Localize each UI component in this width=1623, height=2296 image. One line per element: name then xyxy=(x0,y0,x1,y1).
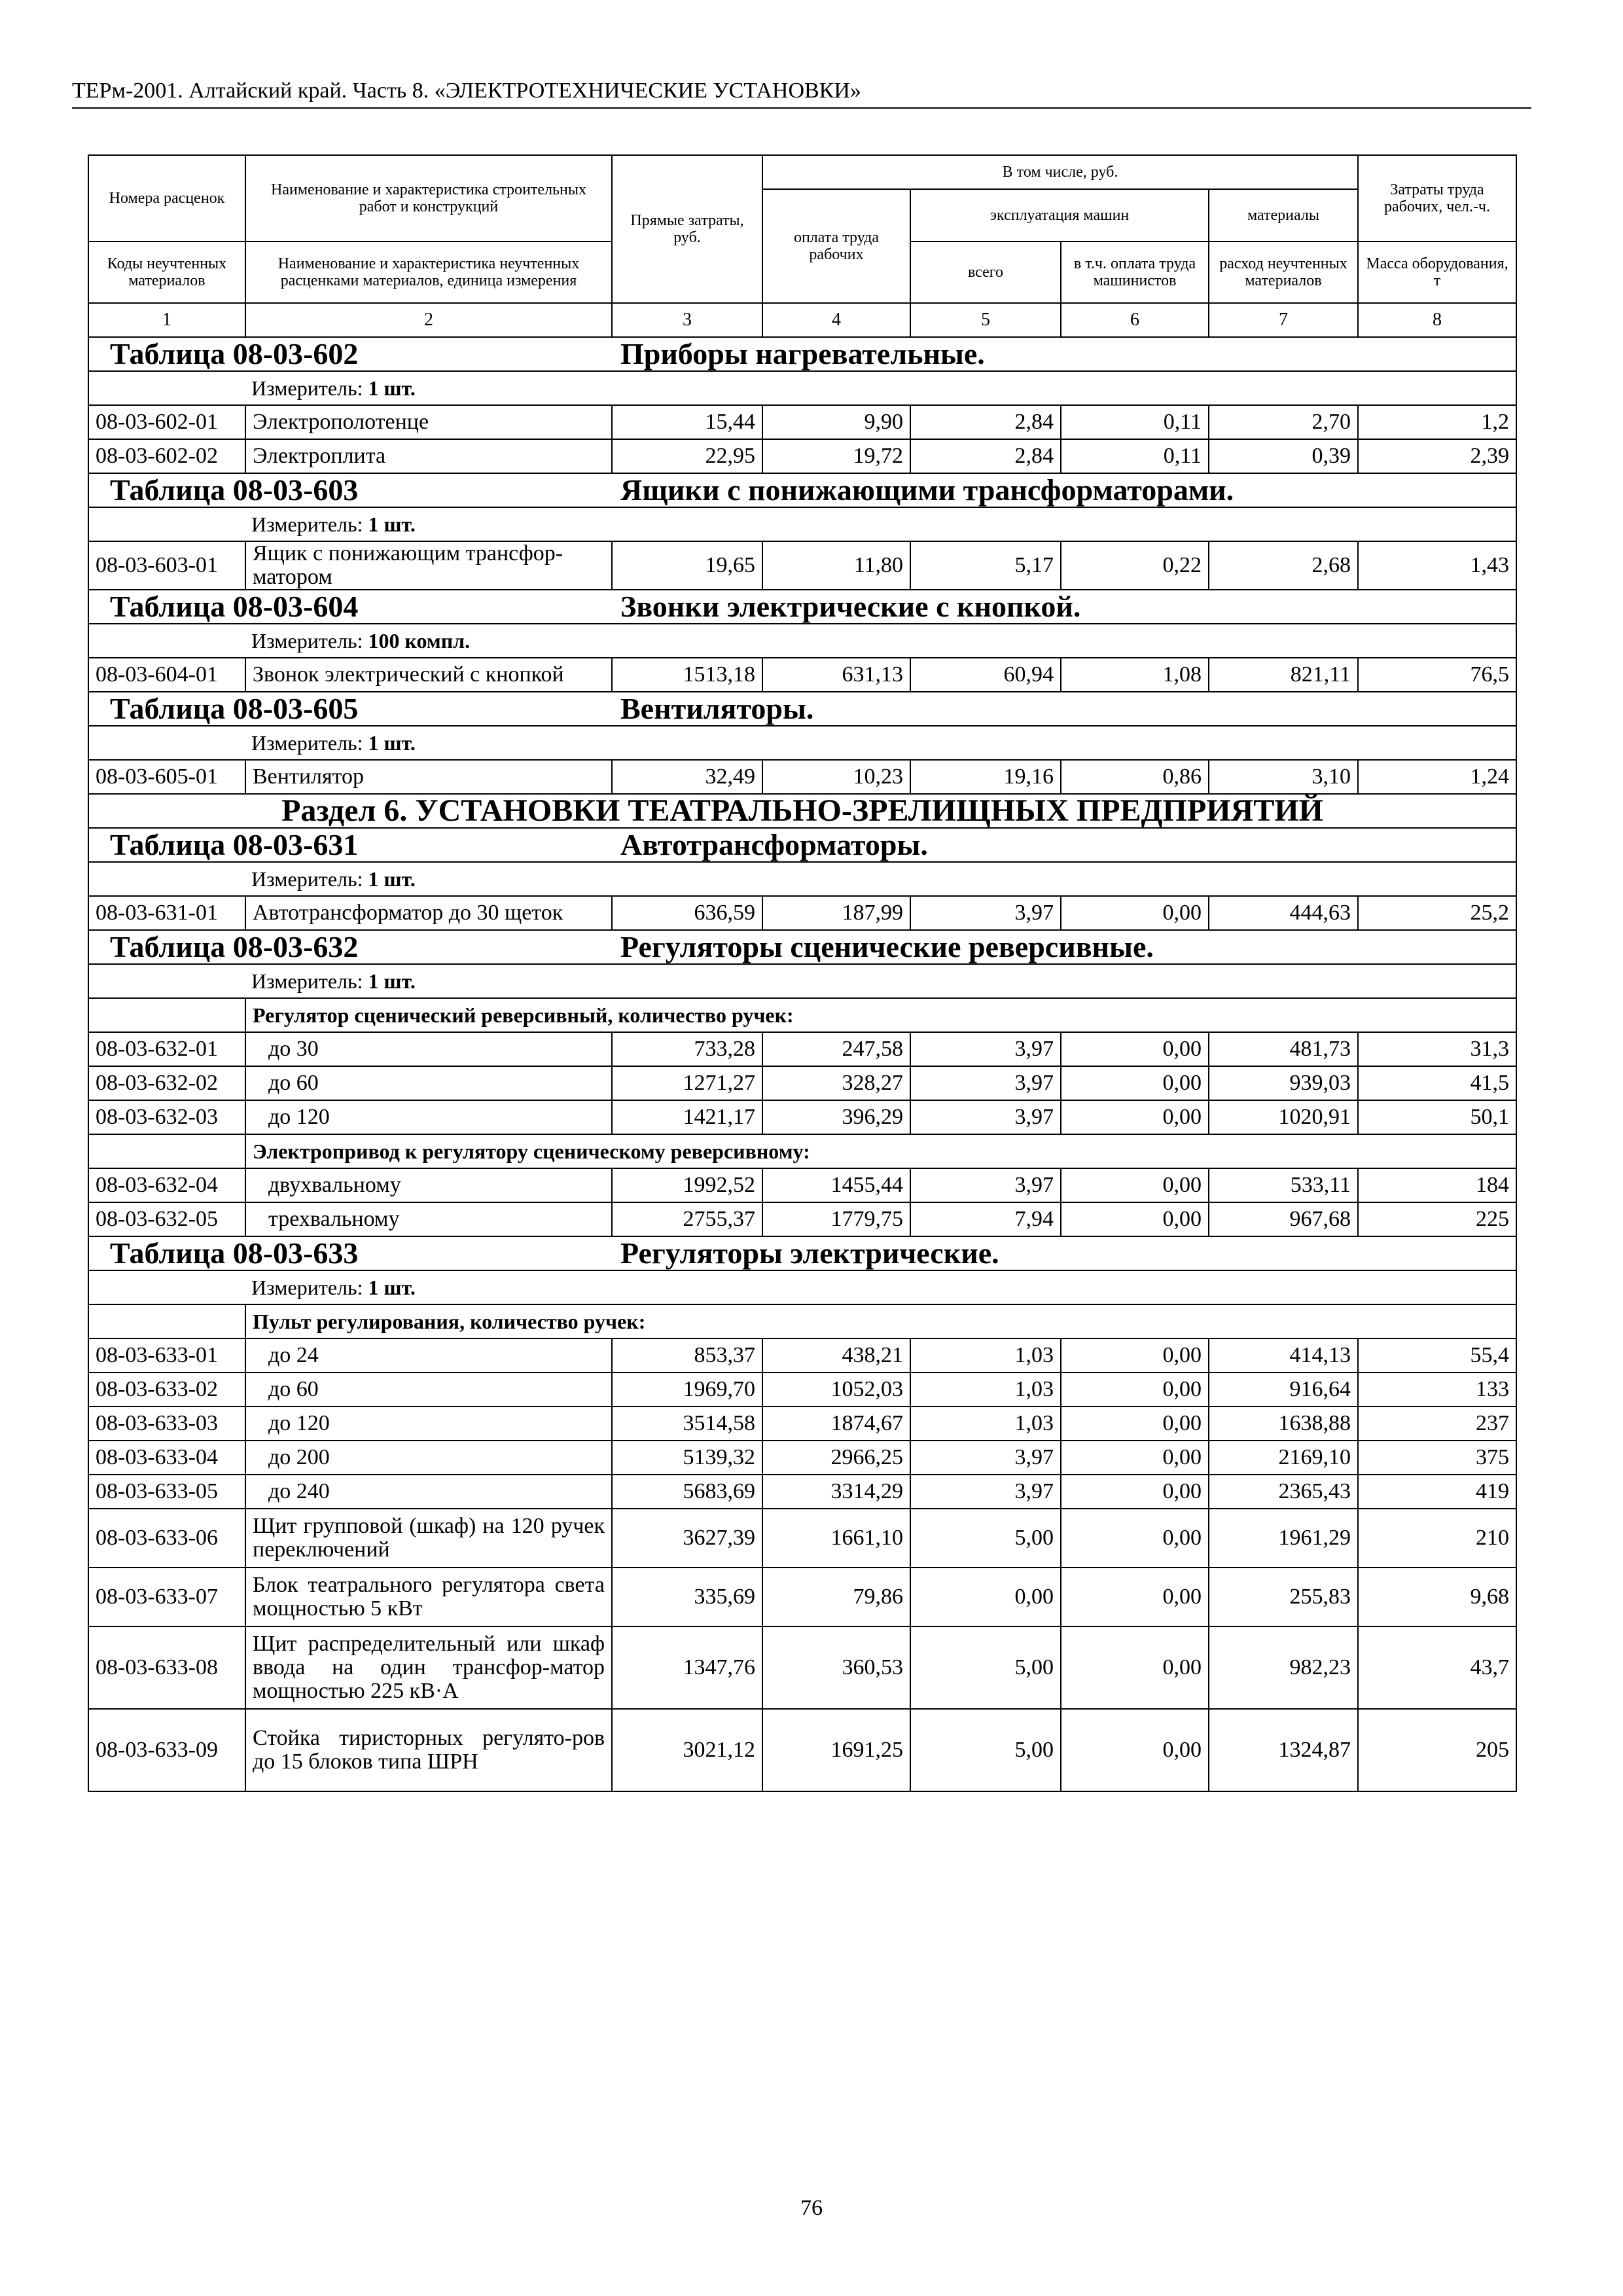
value-c4: 360,53 xyxy=(762,1626,910,1709)
value-c8: 225 xyxy=(1358,1202,1516,1236)
value-c6: 0,00 xyxy=(1061,1441,1209,1475)
value-c3: 3021,12 xyxy=(612,1709,762,1791)
unit-row xyxy=(88,1270,1516,1304)
rate-name: до 120 xyxy=(245,1407,612,1441)
value-c4: 328,27 xyxy=(762,1066,910,1100)
col-name-works: Наименование и характеристика строительных работ и конструкций xyxy=(245,155,612,242)
table-row xyxy=(88,1202,1516,1236)
value-c7: 533,11 xyxy=(1209,1168,1358,1202)
table-name: Ящики с понижающими трансформаторами. xyxy=(620,473,1234,507)
value-c5: 0,00 xyxy=(910,1568,1061,1626)
value-c5: 3,97 xyxy=(910,1441,1061,1475)
value-c5: 7,94 xyxy=(910,1202,1061,1236)
value-c8: 50,1 xyxy=(1358,1100,1516,1134)
col-direct-costs: Прямые затраты, руб. xyxy=(612,155,762,303)
rate-name: до 200 xyxy=(245,1441,612,1475)
value-c4: 79,86 xyxy=(762,1568,910,1626)
value-c8: 1,2 xyxy=(1358,405,1516,439)
value-c7: 444,63 xyxy=(1209,896,1358,930)
col-labor-pay: оплата труда рабочих xyxy=(762,189,910,303)
rate-name: Ящик с понижающим трансфор-матором xyxy=(245,541,612,590)
value-c8: 205 xyxy=(1358,1709,1516,1791)
unit-cell xyxy=(88,726,1516,760)
table-number: Таблица 08-03-633 xyxy=(110,1236,359,1270)
unit-value: 1 шт. xyxy=(368,969,416,993)
value-c3: 2755,37 xyxy=(612,1202,762,1236)
col-labor-costs: Затраты труда рабочих, чел.-ч. xyxy=(1358,155,1516,242)
value-c5: 3,97 xyxy=(910,1032,1061,1066)
value-c6: 0,00 xyxy=(1061,1568,1209,1626)
table-title-row xyxy=(88,473,1516,507)
value-c4: 1661,10 xyxy=(762,1509,910,1568)
rate-code: 08-03-632-01 xyxy=(88,1032,245,1066)
value-c8: 55,4 xyxy=(1358,1338,1516,1372)
rate-code: 08-03-633-02 xyxy=(88,1372,245,1407)
table-name: Автотрансформаторы. xyxy=(620,828,928,861)
table-row xyxy=(88,658,1516,692)
table-number: Таблица 08-03-602 xyxy=(110,337,359,370)
table-name: Регуляторы электрические. xyxy=(620,1236,999,1270)
value-c8: 9,68 xyxy=(1358,1568,1516,1626)
value-c5: 1,03 xyxy=(910,1372,1061,1407)
table-title-cell xyxy=(88,590,1516,624)
unit-row xyxy=(88,964,1516,998)
value-c8: 419 xyxy=(1358,1475,1516,1509)
table-row xyxy=(88,541,1516,590)
table-row xyxy=(88,1168,1516,1202)
table-title-cell xyxy=(88,930,1516,964)
col-rate-numbers: Номера расценок xyxy=(88,155,245,242)
running-header: ТЕРм-2001. Алтайский край. Часть 8. «ЭЛЕКТРОТЕХНИЧЕСКИЕ УСТАНОВКИ» xyxy=(72,79,1531,109)
rate-code: 08-03-632-04 xyxy=(88,1168,245,1202)
table-name: Звонки электрические с кнопкой. xyxy=(620,590,1081,623)
col-machinist-pay: в т.ч. оплата труда машинистов xyxy=(1061,242,1209,303)
value-c3: 1347,76 xyxy=(612,1626,762,1709)
col-machine-ops: эксплуатация машин xyxy=(910,189,1209,242)
colnum: 2 xyxy=(245,303,612,337)
value-c3: 733,28 xyxy=(612,1032,762,1066)
value-c5: 5,00 xyxy=(910,1709,1061,1791)
unit-label: Измеритель: xyxy=(251,629,363,653)
rate-name: до 60 xyxy=(245,1372,612,1407)
table-row xyxy=(88,760,1516,794)
value-c8: 184 xyxy=(1358,1168,1516,1202)
rate-code: 08-03-632-03 xyxy=(88,1100,245,1134)
rate-code: 08-03-605-01 xyxy=(88,760,245,794)
header-row-1 xyxy=(88,155,1516,189)
value-c6: 0,11 xyxy=(1061,439,1209,473)
colnum: 4 xyxy=(762,303,910,337)
value-c4: 438,21 xyxy=(762,1338,910,1372)
value-c4: 11,80 xyxy=(762,541,910,590)
value-c3: 1421,17 xyxy=(612,1100,762,1134)
value-c4: 1455,44 xyxy=(762,1168,910,1202)
unit-label: Измеритель: xyxy=(251,512,363,536)
value-c3: 1513,18 xyxy=(612,658,762,692)
value-c4: 1779,75 xyxy=(762,1202,910,1236)
table-title-row xyxy=(88,337,1516,371)
value-c7: 939,03 xyxy=(1209,1066,1358,1100)
value-c7: 1324,87 xyxy=(1209,1709,1358,1791)
value-c7: 1020,91 xyxy=(1209,1100,1358,1134)
value-c5: 3,97 xyxy=(910,1100,1061,1134)
col-materials: материалы xyxy=(1209,189,1358,242)
unit-row xyxy=(88,624,1516,658)
value-c4: 1691,25 xyxy=(762,1709,910,1791)
rate-code: 08-03-602-02 xyxy=(88,439,245,473)
value-c3: 1992,52 xyxy=(612,1168,762,1202)
rate-code: 08-03-604-01 xyxy=(88,658,245,692)
table-name: Регуляторы сценические реверсивные. xyxy=(620,930,1154,963)
value-c4: 1052,03 xyxy=(762,1372,910,1407)
rate-name: Автотрансформатор до 30 щеток xyxy=(245,896,612,930)
value-c8: 133 xyxy=(1358,1372,1516,1407)
rate-name: до 240 xyxy=(245,1475,612,1509)
table-row xyxy=(88,1032,1516,1066)
table-row xyxy=(88,1338,1516,1372)
value-c6: 0,00 xyxy=(1061,1032,1209,1066)
rate-code: 08-03-633-01 xyxy=(88,1338,245,1372)
value-c3: 5683,69 xyxy=(612,1475,762,1509)
value-c8: 43,7 xyxy=(1358,1626,1516,1709)
value-c8: 2,39 xyxy=(1358,439,1516,473)
value-c3: 3627,39 xyxy=(612,1509,762,1568)
value-c6: 0,22 xyxy=(1061,541,1209,590)
value-c8: 210 xyxy=(1358,1509,1516,1568)
value-c5: 5,17 xyxy=(910,541,1061,590)
rate-name: Электроплита xyxy=(245,439,612,473)
unit-cell xyxy=(88,507,1516,541)
value-c6: 1,08 xyxy=(1061,658,1209,692)
rate-name: Вентилятор xyxy=(245,760,612,794)
rate-code: 08-03-633-04 xyxy=(88,1441,245,1475)
subheading-row xyxy=(88,1134,1516,1168)
value-c4: 187,99 xyxy=(762,896,910,930)
unit-label: Измеритель: xyxy=(251,969,363,993)
col-material-codes: Коды неучтенных материалов xyxy=(88,242,245,303)
value-c5: 19,16 xyxy=(910,760,1061,794)
value-c5: 3,97 xyxy=(910,1475,1061,1509)
subheading-lead xyxy=(88,998,245,1032)
value-c4: 3314,29 xyxy=(762,1475,910,1509)
colnum: 7 xyxy=(1209,303,1358,337)
subheading-lead xyxy=(88,1134,245,1168)
unit-cell xyxy=(88,862,1516,896)
value-c3: 19,65 xyxy=(612,541,762,590)
value-c6: 0,00 xyxy=(1061,1100,1209,1134)
section-row xyxy=(88,794,1516,828)
subheading-text: Регулятор сценический реверсивный, количество ручек: xyxy=(245,998,1516,1032)
unit-row xyxy=(88,862,1516,896)
rate-name: до 60 xyxy=(245,1066,612,1100)
value-c6: 0,00 xyxy=(1061,1407,1209,1441)
table-row xyxy=(88,439,1516,473)
table-name: Вентиляторы. xyxy=(620,692,814,725)
unit-cell xyxy=(88,624,1516,658)
value-c3: 22,95 xyxy=(612,439,762,473)
unit-value: 1 шт. xyxy=(368,1276,416,1299)
rate-code: 08-03-631-01 xyxy=(88,896,245,930)
table-title-cell xyxy=(88,692,1516,726)
rates-table xyxy=(88,154,1517,1792)
value-c5: 2,84 xyxy=(910,405,1061,439)
value-c5: 5,00 xyxy=(910,1626,1061,1709)
value-c3: 3514,58 xyxy=(612,1407,762,1441)
rate-code: 08-03-633-03 xyxy=(88,1407,245,1441)
rate-name: Блок театрального регулятора света мощностью 5 кВт xyxy=(245,1568,612,1626)
table-body xyxy=(88,155,1516,1791)
value-c6: 0,00 xyxy=(1061,1626,1209,1709)
value-c8: 1,24 xyxy=(1358,760,1516,794)
subheading-row xyxy=(88,998,1516,1032)
rate-code: 08-03-633-06 xyxy=(88,1509,245,1568)
value-c4: 19,72 xyxy=(762,439,910,473)
value-c6: 0,00 xyxy=(1061,1338,1209,1372)
value-c6: 0,00 xyxy=(1061,1509,1209,1568)
table-row xyxy=(88,1568,1516,1626)
value-c4: 1874,67 xyxy=(762,1407,910,1441)
col-unaccounted-materials: расход неучтенных материалов xyxy=(1209,242,1358,303)
col-total: всего xyxy=(910,242,1061,303)
unit-label: Измеритель: xyxy=(251,867,363,891)
rate-code: 08-03-632-02 xyxy=(88,1066,245,1100)
unit-cell xyxy=(88,371,1516,405)
colnum: 1 xyxy=(88,303,245,337)
value-c3: 1271,27 xyxy=(612,1066,762,1100)
table-row xyxy=(88,896,1516,930)
rate-name: до 120 xyxy=(245,1100,612,1134)
value-c8: 76,5 xyxy=(1358,658,1516,692)
rate-code: 08-03-633-09 xyxy=(88,1709,245,1791)
subheading-text: Электропривод к регулятору сценическому реверсивному: xyxy=(245,1134,1516,1168)
value-c4: 631,13 xyxy=(762,658,910,692)
table-row xyxy=(88,1709,1516,1791)
value-c5: 1,03 xyxy=(910,1338,1061,1372)
value-c7: 414,13 xyxy=(1209,1338,1358,1372)
section-title: Раздел 6. УСТАНОВКИ ТЕАТРАЛЬНО-ЗРЕЛИЩНЫХ ПРЕДПРИЯТИЙ xyxy=(88,794,1516,828)
table-row xyxy=(88,1407,1516,1441)
unit-cell xyxy=(88,1270,1516,1304)
colnum: 6 xyxy=(1061,303,1209,337)
value-c3: 335,69 xyxy=(612,1568,762,1626)
value-c5: 3,97 xyxy=(910,1168,1061,1202)
rate-code: 08-03-602-01 xyxy=(88,405,245,439)
value-c7: 2,70 xyxy=(1209,405,1358,439)
unit-value: 1 шт. xyxy=(368,512,416,536)
unit-label: Измеритель: xyxy=(251,731,363,755)
rate-name: Стойка тиристорных регулято-ров до 15 блоков типа ШРН xyxy=(245,1709,612,1791)
table-row xyxy=(88,1626,1516,1709)
unit-label: Измеритель: xyxy=(251,1276,363,1299)
value-c7: 255,83 xyxy=(1209,1568,1358,1626)
page-number: 76 xyxy=(800,2196,823,2220)
table-row xyxy=(88,1066,1516,1100)
column-number-row xyxy=(88,303,1516,337)
table-number: Таблица 08-03-603 xyxy=(110,473,359,507)
value-c7: 0,39 xyxy=(1209,439,1358,473)
value-c3: 853,37 xyxy=(612,1338,762,1372)
table-number: Таблица 08-03-631 xyxy=(110,828,359,861)
col-name-materials: Наименование и характеристика неучтенных расценками материалов, единица измерения xyxy=(245,242,612,303)
rate-name: двухвальному xyxy=(245,1168,612,1202)
value-c7: 821,11 xyxy=(1209,658,1358,692)
value-c7: 1638,88 xyxy=(1209,1407,1358,1441)
unit-cell xyxy=(88,964,1516,998)
unit-value: 100 компл. xyxy=(368,629,471,653)
value-c5: 1,03 xyxy=(910,1407,1061,1441)
value-c6: 0,00 xyxy=(1061,896,1209,930)
value-c6: 0,86 xyxy=(1061,760,1209,794)
unit-value: 1 шт. xyxy=(368,376,416,400)
rate-name: Щит групповой (шкаф) на 120 ручек переключений xyxy=(245,1509,612,1568)
value-c6: 0,00 xyxy=(1061,1372,1209,1407)
table-title-cell xyxy=(88,473,1516,507)
value-c6: 0,00 xyxy=(1061,1475,1209,1509)
table-title-cell xyxy=(88,1236,1516,1270)
table-row xyxy=(88,1475,1516,1509)
subheading-row xyxy=(88,1304,1516,1338)
table-title-cell xyxy=(88,337,1516,371)
subheading-text: Пульт регулирования, количество ручек: xyxy=(245,1304,1516,1338)
rate-name: до 24 xyxy=(245,1338,612,1372)
value-c6: 0,00 xyxy=(1061,1066,1209,1100)
value-c8: 25,2 xyxy=(1358,896,1516,930)
value-c4: 2966,25 xyxy=(762,1441,910,1475)
value-c3: 1969,70 xyxy=(612,1372,762,1407)
value-c5: 60,94 xyxy=(910,658,1061,692)
col-including: В том числе, руб. xyxy=(762,155,1358,189)
table-title-row xyxy=(88,1236,1516,1270)
value-c8: 41,5 xyxy=(1358,1066,1516,1100)
table-title-row xyxy=(88,692,1516,726)
value-c5: 3,97 xyxy=(910,1066,1061,1100)
value-c7: 967,68 xyxy=(1209,1202,1358,1236)
table-row xyxy=(88,1441,1516,1475)
value-c3: 15,44 xyxy=(612,405,762,439)
value-c5: 3,97 xyxy=(910,896,1061,930)
value-c7: 2,68 xyxy=(1209,541,1358,590)
value-c7: 916,64 xyxy=(1209,1372,1358,1407)
unit-value: 1 шт. xyxy=(368,867,416,891)
value-c7: 982,23 xyxy=(1209,1626,1358,1709)
rate-name: трехвальному xyxy=(245,1202,612,1236)
rate-code: 08-03-632-05 xyxy=(88,1202,245,1236)
value-c7: 481,73 xyxy=(1209,1032,1358,1066)
value-c4: 9,90 xyxy=(762,405,910,439)
table-title-cell xyxy=(88,828,1516,862)
table-number: Таблица 08-03-604 xyxy=(110,590,359,623)
unit-value: 1 шт. xyxy=(368,731,416,755)
value-c8: 237 xyxy=(1358,1407,1516,1441)
value-c6: 0,11 xyxy=(1061,405,1209,439)
table-number: Таблица 08-03-632 xyxy=(110,930,359,963)
value-c7: 2365,43 xyxy=(1209,1475,1358,1509)
col-equipment-mass: Масса оборудования, т xyxy=(1358,242,1516,303)
value-c3: 636,59 xyxy=(612,896,762,930)
value-c8: 375 xyxy=(1358,1441,1516,1475)
rate-code: 08-03-603-01 xyxy=(88,541,245,590)
rate-code: 08-03-633-08 xyxy=(88,1626,245,1709)
value-c8: 1,43 xyxy=(1358,541,1516,590)
colnum: 5 xyxy=(910,303,1061,337)
unit-label: Измеритель: xyxy=(251,376,363,400)
value-c7: 3,10 xyxy=(1209,760,1358,794)
rate-name: Звонок электрический с кнопкой xyxy=(245,658,612,692)
colnum: 8 xyxy=(1358,303,1516,337)
value-c6: 0,00 xyxy=(1061,1168,1209,1202)
value-c3: 32,49 xyxy=(612,760,762,794)
table-name: Приборы нагревательные. xyxy=(620,337,985,370)
rate-name: Электрополотенце xyxy=(245,405,612,439)
value-c4: 10,23 xyxy=(762,760,910,794)
rate-name: Щит распределительный или шкаф ввода на один трансфор-матор мощностью 225 кВ·А xyxy=(245,1626,612,1709)
table-row xyxy=(88,405,1516,439)
value-c3: 5139,32 xyxy=(612,1441,762,1475)
table-row xyxy=(88,1372,1516,1407)
rate-code: 08-03-633-05 xyxy=(88,1475,245,1509)
table-title-row xyxy=(88,828,1516,862)
subheading-lead xyxy=(88,1304,245,1338)
unit-row xyxy=(88,507,1516,541)
value-c5: 2,84 xyxy=(910,439,1061,473)
value-c6: 0,00 xyxy=(1061,1709,1209,1791)
value-c8: 31,3 xyxy=(1358,1032,1516,1066)
value-c7: 1961,29 xyxy=(1209,1509,1358,1568)
table-row xyxy=(88,1100,1516,1134)
unit-row xyxy=(88,371,1516,405)
value-c4: 396,29 xyxy=(762,1100,910,1134)
value-c4: 247,58 xyxy=(762,1032,910,1066)
rate-name: до 30 xyxy=(245,1032,612,1066)
table-row xyxy=(88,1509,1516,1568)
unit-row xyxy=(88,726,1516,760)
value-c5: 5,00 xyxy=(910,1509,1061,1568)
value-c7: 2169,10 xyxy=(1209,1441,1358,1475)
table-title-row xyxy=(88,590,1516,624)
rate-code: 08-03-633-07 xyxy=(88,1568,245,1626)
colnum: 3 xyxy=(612,303,762,337)
table-number: Таблица 08-03-605 xyxy=(110,692,359,725)
table-title-row xyxy=(88,930,1516,964)
value-c6: 0,00 xyxy=(1061,1202,1209,1236)
